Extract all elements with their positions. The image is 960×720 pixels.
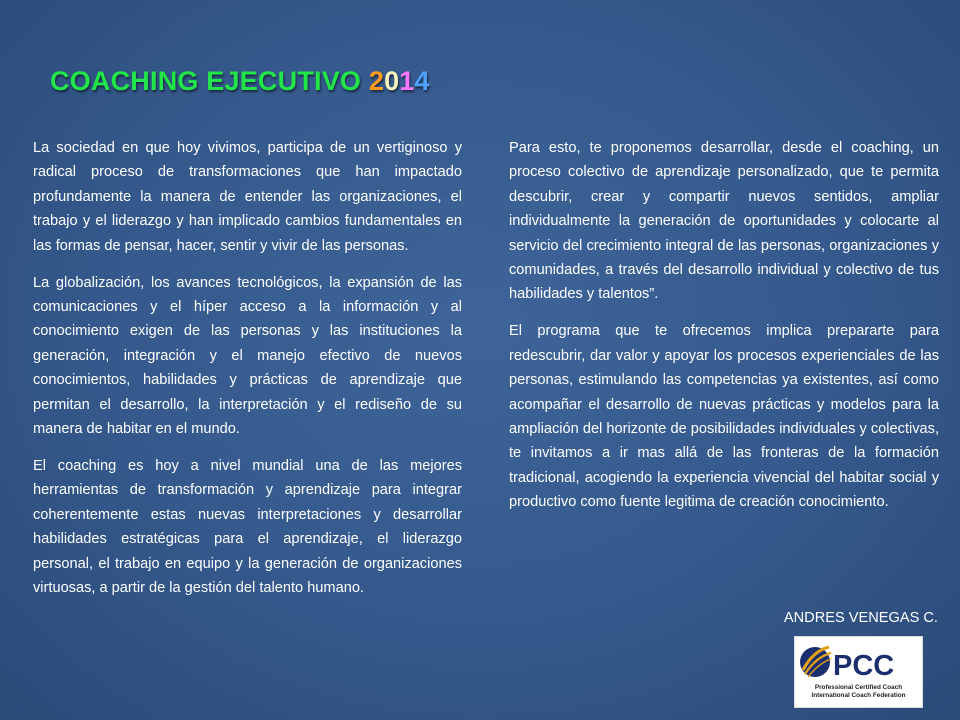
page-title bbox=[50, 66, 430, 97]
year-digit-3: 1 bbox=[399, 66, 415, 96]
pcc-acronym: PCC bbox=[833, 650, 895, 682]
left-paragraph-2: La globalización, los avances tecnológicos, la expansión de las comunicaciones y el híper acceso a la información y al conocimiento exigen de las personas y las instituciones la generación, integración y el manejo efectivo de nuevos conocimientos, habilidades y prácticas de aprendizaje que permitan el desarrollo, la interpretación y el rediseño de su manera de habitar en el mundo. bbox=[33, 274, 462, 437]
title-year bbox=[369, 66, 430, 96]
title-text: COACHING EJECUTIVO bbox=[50, 66, 369, 96]
pcc-line2: International Coach Federation bbox=[811, 692, 906, 699]
right-paragraph-1: Para esto, te proponemos desarrollar, desde el coaching, un proceso colectivo de aprendizaje personalizado, que te permita descubrir, crear y compartir nuevos sentidos, ampliar individualmente la generación de oportunidades y colocarte al servicio del crecimiento integral de las personas, organizaciones y comunidades, a través del desarrollo individual y colectivo de tus habilidades y talentos”. bbox=[509, 140, 939, 303]
pcc-logo bbox=[794, 636, 923, 708]
right-paragraph-2: El programa que te ofrecemos implica prepararte para redescubrir, dar valor y apoyar los procesos experienciales de las personas, estimulando las competencias ya existentes, así como acompañar el desarrollo de nuevas prácticas y modelos para la ampliación del horizonte de posibilidades individuales y colectivas, te invitamos a ir mas allá de las fronteras de la formación tradicional, acogiendo la experiencia vivencial del habitar social y productivo como fuente legitima de creación conocimiento. bbox=[509, 323, 939, 511]
author-signature: ANDRES VENEGAS C. bbox=[783, 610, 938, 626]
pcc-emblem-icon bbox=[795, 637, 922, 685]
left-column bbox=[33, 136, 462, 613]
pcc-line1: Professional Certified Coach bbox=[814, 684, 903, 691]
left-paragraph-3: El coaching es hoy a nivel mundial una de las mejores herramientas de transformación y aprendizaje para integrar coherentemente estas nuevas interpretaciones y desarrollar habilidades estratégicas para el aprendizaje, el liderazgo personal, el trabajo en equipo y la generación de organizaciones virtuosas, a partir de la gestión del talento humano. bbox=[33, 457, 462, 596]
year-digit-2: 0 bbox=[384, 66, 400, 96]
year-digit-1: 2 bbox=[368, 66, 385, 96]
left-paragraph-1: La sociedad en que hoy vivimos, participa de un vertiginoso y radical proceso de transformaciones que han impactado profundamente la manera de entender las organizaciones, el trabajo y el liderazgo y han implicado cambios fundamentales en las formas de pensar, hacer, sentir y vivir de las personas. bbox=[33, 140, 462, 254]
right-column bbox=[509, 136, 939, 527]
year-digit-4: 4 bbox=[414, 66, 430, 96]
